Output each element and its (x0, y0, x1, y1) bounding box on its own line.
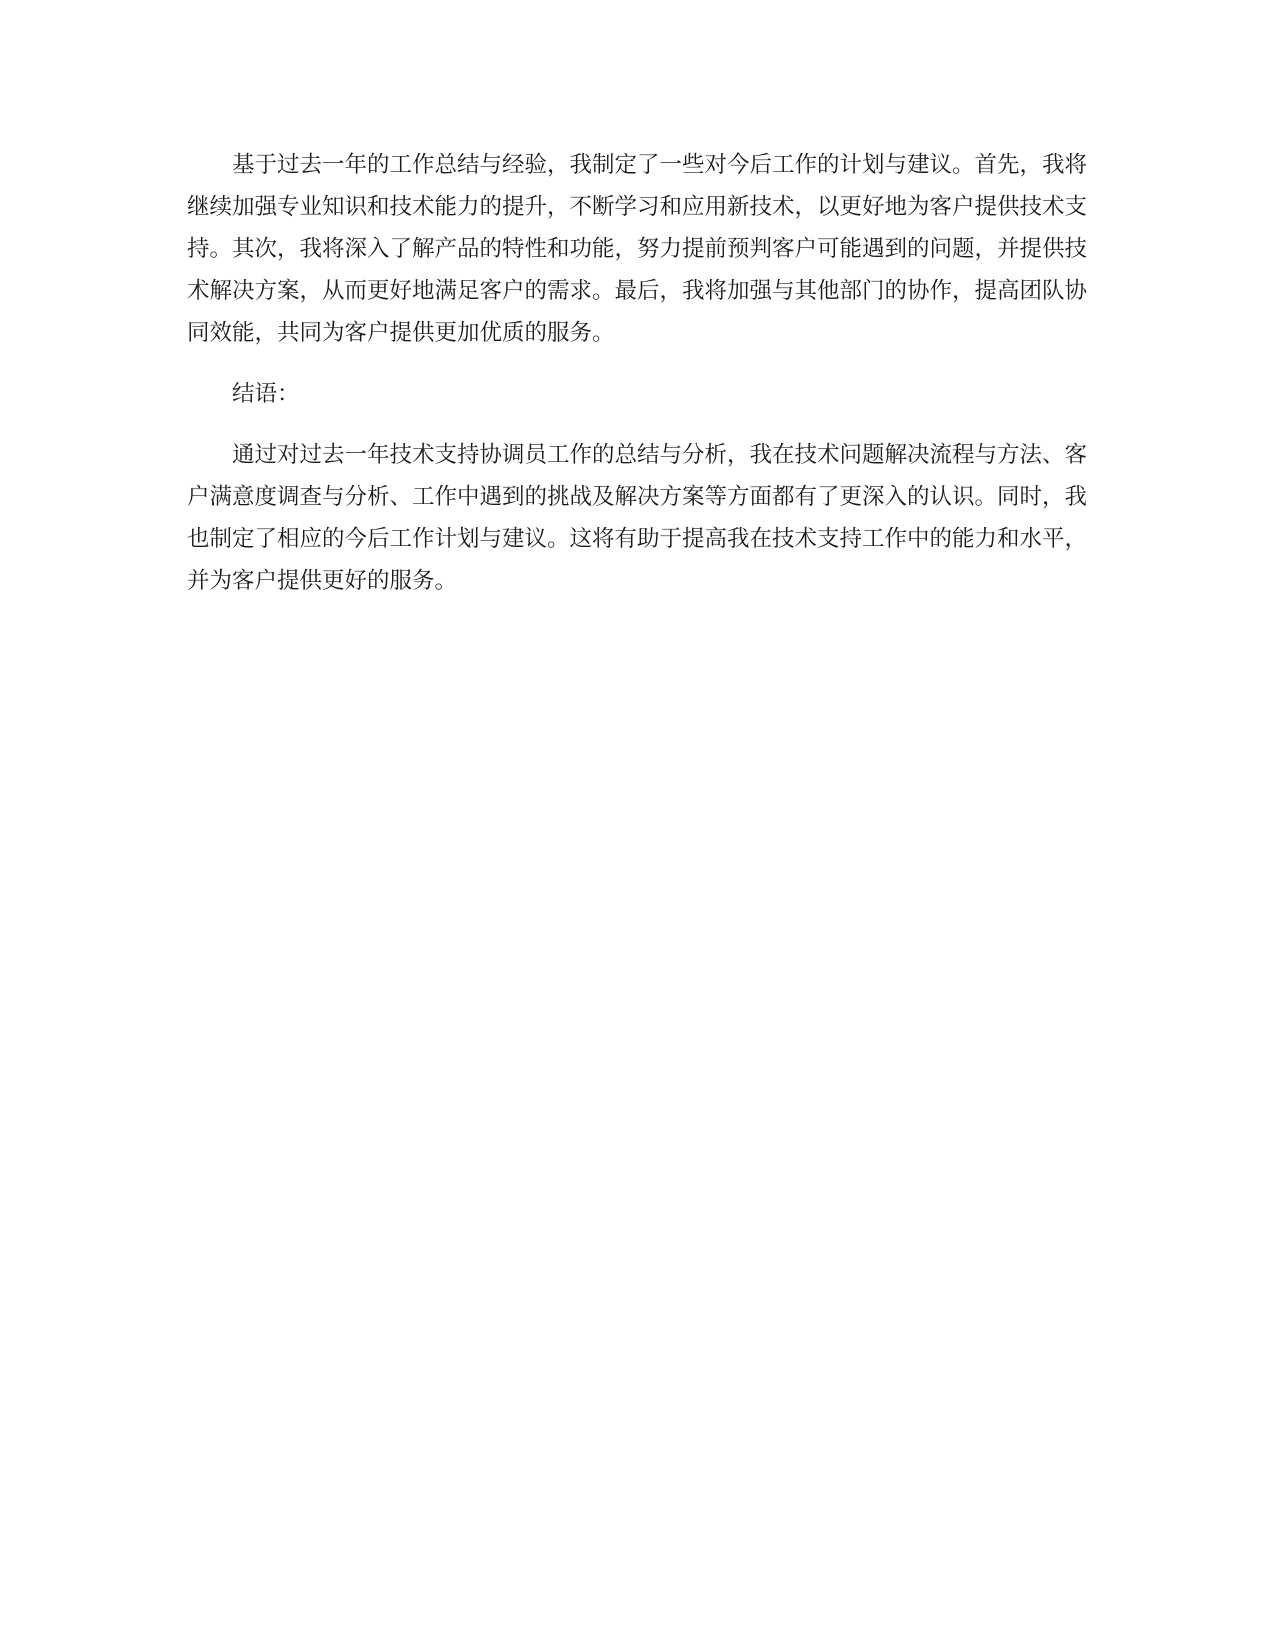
paragraph-conclusion: 通过对过去一年技术支持协调员工作的总结与分析，我在技术问题解决流程与方法、客户满意度调查与分析、工作中遇到的挑战及解决方案等方面都有了更深入的认识。同时，我也制定了相应的今后工作计划与建议。这将有助于提高我在技术支持工作中的能力和水平，并为客户提供更好的服务。 (187, 442, 1088, 594)
document-body (187, 144, 1087, 602)
paragraph-future-plan: 基于过去一年的工作总结与经验，我制定了一些对今后工作的计划与建议。首先，我将继续加强专业知识和技术能力的提升，不断学习和应用新技术，以更好地为客户提供技术支持。其次，我将深入了解产品的特性和功能，努力提前预判客户可能遇到的问题，并提供技术解决方案，从而更好地满足客户的需求。最后，我将加强与其他部门的协作，提高团队协同效能，共同为客户提供更加优质的服务。 (187, 152, 1088, 346)
paragraph-conclusion-heading: 结语： (232, 381, 300, 407)
